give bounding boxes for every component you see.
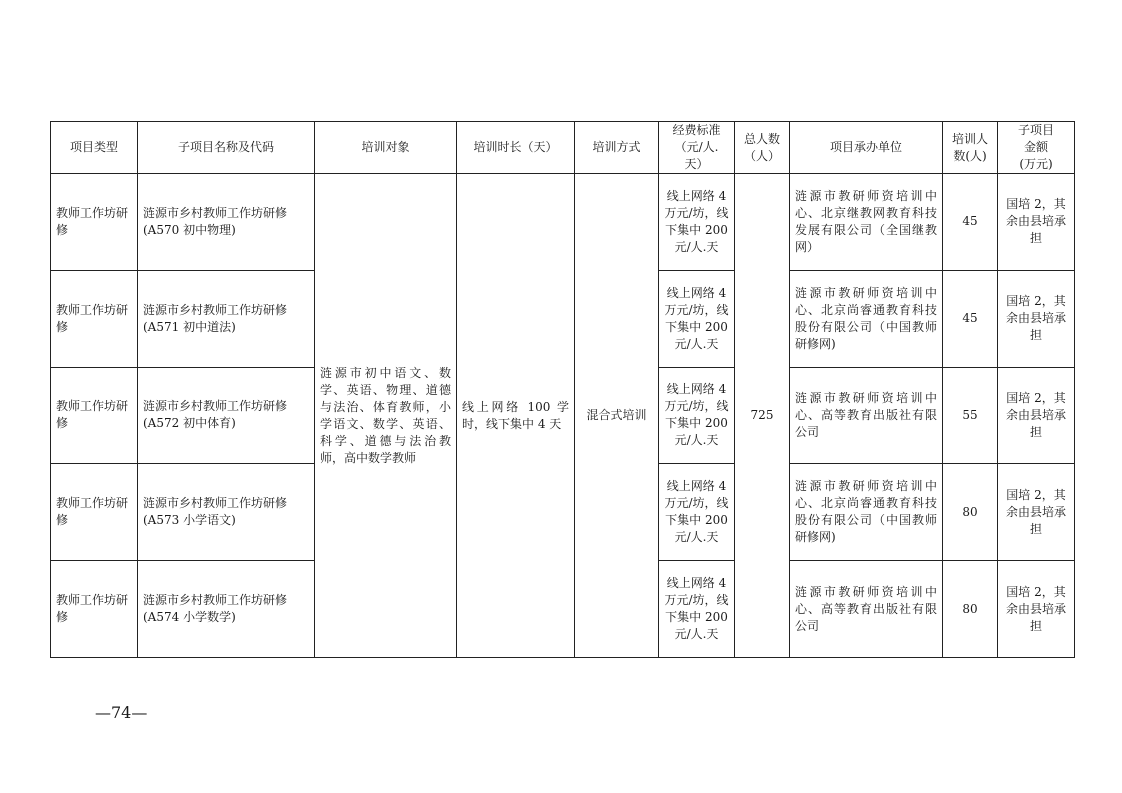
cell-trainees: 80 xyxy=(943,464,998,561)
cell-undertaking-unit: 涟源市教研师资培训中心、高等教育出版社有限公司 xyxy=(790,367,943,464)
cell-sub-amount: 国培 2，其余由县培承担 xyxy=(998,367,1075,464)
cell-sub-project-name: 涟源市乡村教师工作坊研修(A574 小学数学) xyxy=(138,561,315,658)
cell-project-type: 教师工作坊研修 xyxy=(51,270,138,367)
cell-training-method: 混合式培训 xyxy=(575,174,659,658)
header-sub-project-name: 子项目名称及代码 xyxy=(138,122,315,174)
cell-sub-amount: 国培 2，其余由县培承担 xyxy=(998,464,1075,561)
cell-fee-standard: 线上网络 4 万元/坊，线下集中 200 元/人.天 xyxy=(659,561,735,658)
cell-fee-standard: 线上网络 4 万元/坊，线下集中 200 元/人.天 xyxy=(659,270,735,367)
cell-project-type: 教师工作坊研修 xyxy=(51,174,138,271)
header-trainees-line: 数(人) xyxy=(953,148,987,163)
header-sub-amount-line: (万元) xyxy=(1019,157,1053,171)
header-fee-standard xyxy=(659,122,735,174)
cell-training-duration: 线上网络 100 学时，线下集中 4 天 xyxy=(457,174,575,658)
cell-trainees: 45 xyxy=(943,270,998,367)
header-trainees-line: 培训人 xyxy=(951,131,988,146)
cell-undertaking-unit: 涟源市教研师资培训中心、高等教育出版社有限公司 xyxy=(790,561,943,658)
header-fee-standard-line: （元/人. xyxy=(674,140,719,154)
cell-training-target: 涟源市初中语文、数学、英语、物理、道德与法治、体育教师，小学语文、数学、英语、科学、道德与法治教师，高中数学教师 xyxy=(315,174,457,658)
cell-project-type: 教师工作坊研修 xyxy=(51,464,138,561)
cell-total-people: 725 xyxy=(735,174,790,658)
table-row xyxy=(51,174,1075,271)
cell-undertaking-unit: 涟源市教研师资培训中心、北京尚睿通教育科技股份有限公司（中国教师研修网) xyxy=(790,464,943,561)
header-undertaking-unit: 项目承办单位 xyxy=(790,122,943,174)
cell-sub-project-name: 涟源市乡村教师工作坊研修(A571 初中道法) xyxy=(138,270,315,367)
page-number: —74— xyxy=(95,703,148,722)
header-sub-amount-line: 子项目 xyxy=(1017,123,1054,137)
cell-sub-amount: 国培 2，其余由县培承担 xyxy=(998,174,1075,271)
cell-fee-standard: 线上网络 4 万元/坊，线下集中 200 元/人.天 xyxy=(659,464,735,561)
header-total-people-line: （人） xyxy=(743,148,780,163)
cell-undertaking-unit: 涟源市教研师资培训中心、北京尚睿通教育科技股份有限公司（中国教师研修网) xyxy=(790,270,943,367)
header-sub-amount-line: 金额 xyxy=(1023,140,1048,154)
cell-sub-project-name: 涟源市乡村教师工作坊研修(A573 小学语文) xyxy=(138,464,315,561)
cell-fee-standard: 线上网络 4 万元/坊，线下集中 200 元/人.天 xyxy=(659,174,735,271)
header-training-target: 培训对象 xyxy=(315,122,457,174)
header-total-people xyxy=(735,122,790,174)
table-header-row xyxy=(51,122,1075,174)
header-sub-amount xyxy=(998,122,1075,174)
cell-trainees: 80 xyxy=(943,561,998,658)
training-project-table xyxy=(50,121,1075,658)
cell-sub-project-name: 涟源市乡村教师工作坊研修(A572 初中体育) xyxy=(138,367,315,464)
header-fee-standard-line: 天） xyxy=(684,157,709,171)
cell-trainees: 55 xyxy=(943,367,998,464)
header-project-type: 项目类型 xyxy=(51,122,138,174)
cell-sub-project-name: 涟源市乡村教师工作坊研修(A570 初中物理) xyxy=(138,174,315,271)
header-training-method: 培训方式 xyxy=(575,122,659,174)
cell-project-type: 教师工作坊研修 xyxy=(51,561,138,658)
cell-sub-amount: 国培 2，其余由县培承担 xyxy=(998,561,1075,658)
header-total-people-line: 总人数 xyxy=(743,131,780,146)
header-fee-standard-line: 经费标准 xyxy=(672,123,721,137)
cell-undertaking-unit: 涟源市教研师资培训中心、北京继教网教育科技发展有限公司（全国继教网） xyxy=(790,174,943,271)
header-trainees xyxy=(943,122,998,174)
cell-sub-amount: 国培 2，其余由县培承担 xyxy=(998,270,1075,367)
cell-project-type: 教师工作坊研修 xyxy=(51,367,138,464)
cell-trainees: 45 xyxy=(943,174,998,271)
cell-fee-standard: 线上网络 4 万元/坊，线下集中 200 元/人.天 xyxy=(659,367,735,464)
header-training-duration: 培训时长（天） xyxy=(457,122,575,174)
